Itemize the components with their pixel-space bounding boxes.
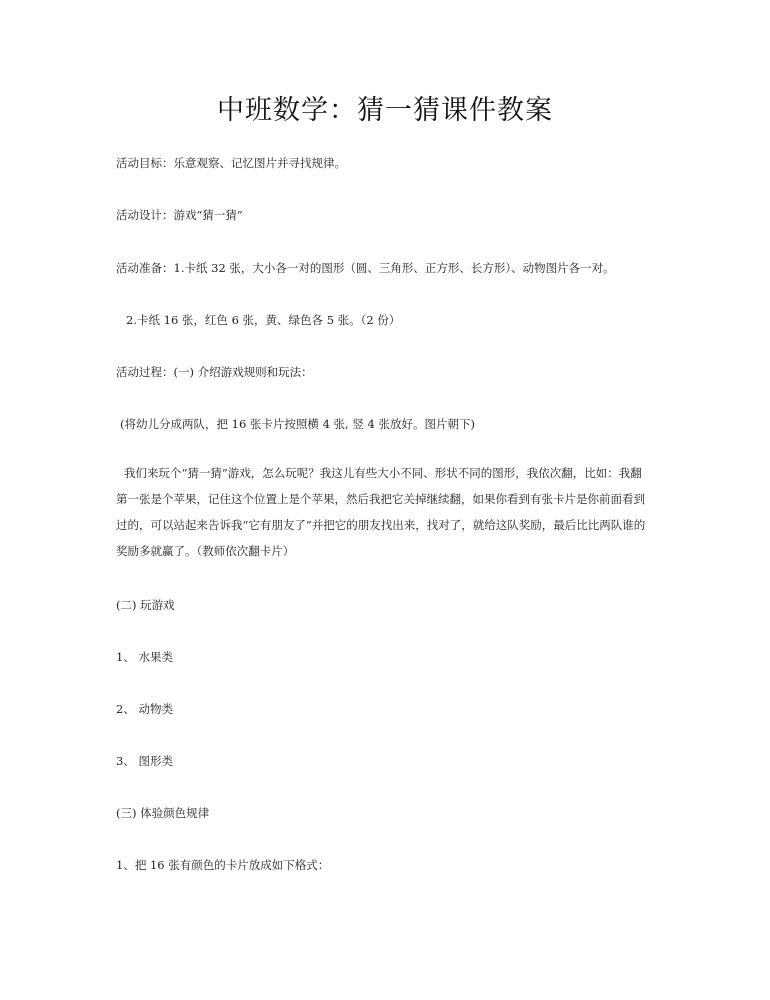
list-item-fruit: 1、 水果类	[116, 650, 173, 664]
paragraph-line: 奖励多就赢了。（教师依次翻卡片）	[116, 544, 295, 558]
activity-preparation-1: 活动准备：1.卡纸 32 张，大小各一对的图形（圆、三角形、正方形、长方形）、动物图片各一对。	[116, 261, 615, 275]
page-title: 中班数学：猜一猜课件教案	[217, 95, 553, 126]
color-step-1: 1、把 16 张有颜色的卡片放成如下格式：	[116, 858, 330, 872]
play-game-heading: (二) 玩游戏	[116, 598, 175, 612]
activity-design: 活动设计：游戏“猜一猜”	[116, 208, 243, 222]
paragraph-line: 过的，可以站起来告诉我“它有朋友了”并把它的朋友找出来，找对了，就给这队奖励，最后比比两队谁的	[116, 518, 646, 532]
color-rule-heading: (三) 体验颜色规律	[116, 806, 210, 820]
paragraph-line: 我们来玩个“猜一猜”游戏，怎么玩呢？我这儿有些大小不同、形状不同的图形，我依次翻，比如：我翻	[124, 466, 642, 480]
list-item-animal: 2、 动物类	[116, 702, 173, 716]
activity-goal: 活动目标：乐意观察、记忆图片并寻找规律。	[116, 156, 346, 170]
list-item-shape: 3、 图形类	[116, 754, 173, 768]
paragraph-line: 第一张是个苹果，记住这个位置上是个苹果，然后我把它关掉继续翻，如果你看到有张卡片是你前面看到	[116, 492, 645, 506]
activity-process-heading: 活动过程：(一) 介绍游戏规则和玩法：	[116, 365, 313, 379]
arrangement-note: (将幼儿分成两队，把 16 张卡片按照横 4 张, 竖 4 张放好。图片朝下)	[120, 417, 475, 431]
game-intro-paragraph	[116, 460, 662, 564]
activity-preparation-2: 2.卡纸 16 张，红色 6 张，黄、绿色各 5 张。（2 份）	[126, 313, 401, 327]
